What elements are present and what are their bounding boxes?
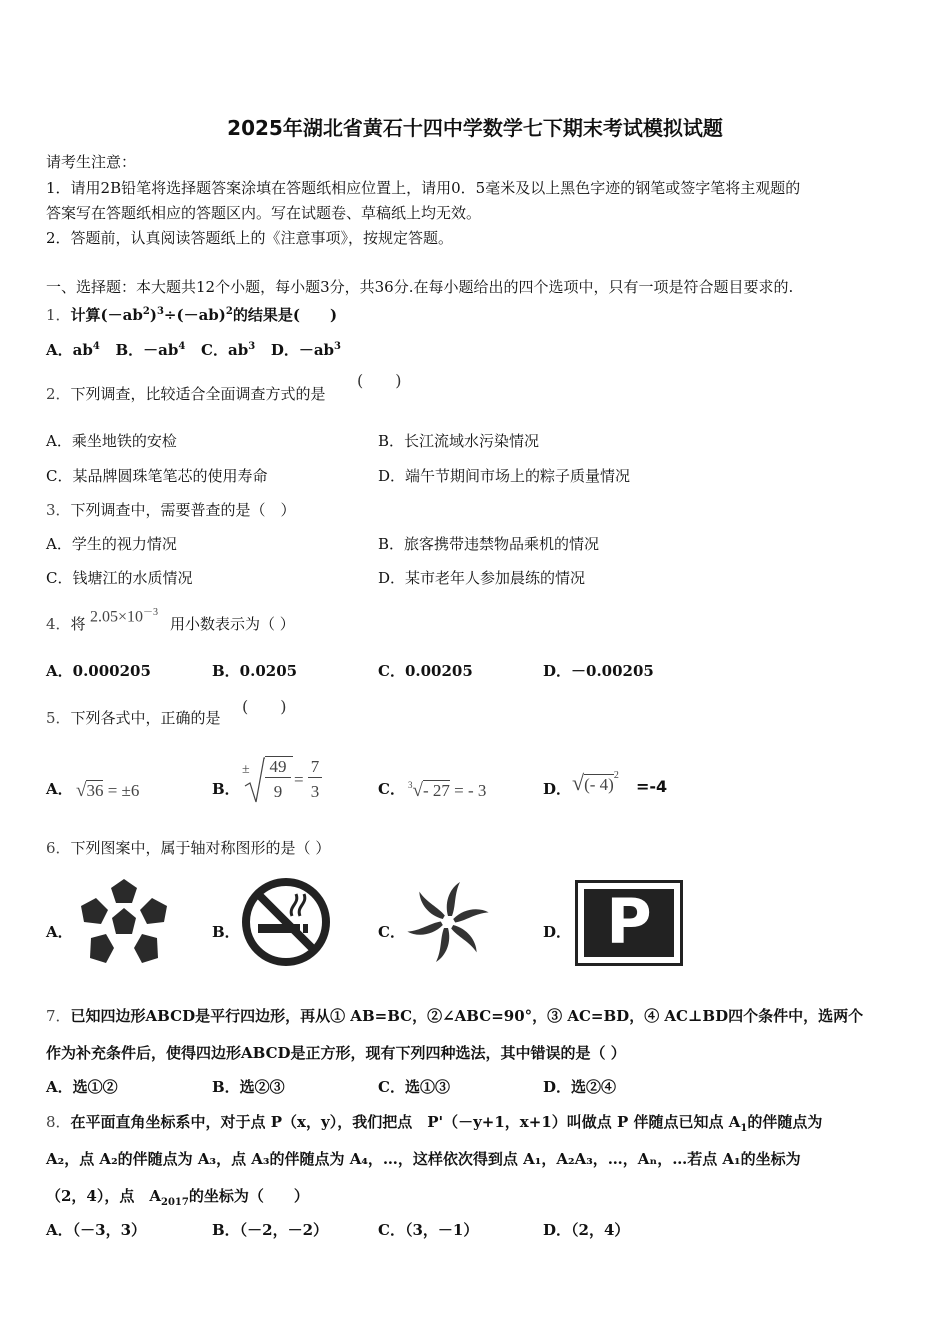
q5-option-c-math: $^3$√- 27 = - 3 <box>408 780 487 801</box>
q8-number: 8． <box>46 1113 71 1131</box>
q1-sup2: 3 <box>156 306 164 317</box>
q5-option-d-label: D． <box>543 780 572 798</box>
q3-stem: 下列调查中，需要普查的是（ ） <box>70 501 296 519</box>
q4-post: 用小数表示为（ ） <box>170 615 295 633</box>
q2-option-d: D．端午节期间市场上的粽子质量情况 <box>378 467 631 485</box>
q5-a-rest: = ±6 <box>103 781 140 800</box>
q4-option-d: D．－0.00205 <box>543 662 654 680</box>
q2-option-a: A．乘坐地铁的安检 <box>46 432 177 450</box>
question-7-line-1 <box>46 1006 863 1026</box>
q1-option-a: A．$ab^4$ <box>46 341 100 359</box>
q5-answer-paren: ( ) <box>242 697 287 716</box>
q1-sup3: 2 <box>225 306 233 317</box>
question-2-stem <box>46 384 326 404</box>
q5-c-index: 3 <box>408 780 413 790</box>
q6-option-a-label: A． <box>46 923 73 941</box>
q4-option-b: B．0.0205 <box>212 662 298 680</box>
q5-b-right-numerator: 7 <box>308 757 322 778</box>
q5-d-rest: =-4 <box>636 777 668 796</box>
q5-d-sup: 2 <box>613 770 619 781</box>
question-8-line-1 <box>46 1112 822 1139</box>
question-4-stem <box>46 614 86 634</box>
notice-item-1b: 答案写在答题纸相应的答题区内。写在试题卷、草稿纸上均无效。 <box>46 204 482 222</box>
q7-line1-text: 已知四边形ABCD是平行四边形，再从① AB=BC，②∠ABC=90°，③ AC=BD，④ AC⊥BD四个条件中，选两个 <box>70 1007 864 1025</box>
q8-option-d: D．（2，4） <box>543 1221 630 1239</box>
q3-option-b: B．旅客携带违禁物品乘机的情况 <box>378 535 600 553</box>
q6-a-pentagon-flower-figure <box>76 878 172 968</box>
q4-option-c: C．0.00205 <box>378 662 473 680</box>
question-3-stem <box>46 500 296 520</box>
notice-item-2: 2．答题前，认真阅读答题纸上的《注意事项》，按规定答题。 <box>46 229 454 247</box>
question-8-line-2: A₂，点 A₂的伴随点为 A₃，点 A₃的伴随点为 A₄，…，这样依次得到点 A₁，A₂A₃，…，Aₙ，…若点 A₁的坐标为 <box>46 1150 801 1168</box>
question-1-options <box>46 337 341 360</box>
q1-number: 1． <box>46 306 71 324</box>
q5-option-a-math: √36 = ±6 <box>76 780 140 801</box>
q6-d-parking-letter: P <box>606 885 652 958</box>
q5-a-radicand: 36 <box>86 781 104 800</box>
q7-number: 7． <box>46 1007 71 1025</box>
q4-expression <box>90 603 158 626</box>
q8-line3-sub: 2017 <box>161 1197 189 1208</box>
q6-d-parking-sign <box>575 880 683 966</box>
q2-option-b: B．长江流域水污染情况 <box>378 432 540 450</box>
notice-item-1a: 1．请用2B铅笔将选择题答案涂填在答题纸相应位置上，请用0．5毫米及以上黑色字迹的钢笔或签字笔将主观题的 <box>46 179 801 197</box>
q4-expr-base: 2.05×10 <box>90 608 144 626</box>
q5-c-radicand: - 27 <box>422 781 450 800</box>
question-5-stem <box>46 708 221 728</box>
q8-line1-sub: 1 <box>740 1123 748 1134</box>
q7-option-b: B．选②③ <box>212 1078 285 1096</box>
q8-line3-b: 的坐标为（ ） <box>188 1187 309 1205</box>
question-8-line-3 <box>46 1186 309 1213</box>
q1-sup1: 2 <box>142 306 150 317</box>
q8-line3-a: （2，4），点 A <box>46 1187 162 1205</box>
q3-option-c: C．钱塘江的水质情况 <box>46 569 193 587</box>
q2-answer-paren: ( ) <box>357 371 402 390</box>
q5-b-radical-sign <box>244 756 266 804</box>
q5-c-rest: = - 3 <box>449 781 487 800</box>
q5-b-numerator: 49 <box>265 757 291 778</box>
question-6-stem <box>46 838 330 858</box>
q7-option-d: D．选②④ <box>543 1078 617 1096</box>
q5-b-vinculum <box>265 756 293 757</box>
page-title: 2025年湖北省黄石十四中学数学七下期末考试模拟试题 <box>227 116 723 140</box>
q5-b-pm: ± <box>242 762 250 777</box>
q8-option-a: A．（－3，3） <box>46 1221 147 1239</box>
q8-line1-end: 的伴随点为 <box>747 1113 823 1131</box>
q2-number: 2． <box>46 385 71 403</box>
q6-c-pinwheel-figure <box>404 878 492 966</box>
q5-option-b-label: B． <box>212 780 240 798</box>
q1-option-c: C．$ab^3$ <box>201 341 256 359</box>
q6-option-d-label: D． <box>543 923 572 941</box>
section-heading: 一、选择题：本大题共12个小题，每小题3分，共36分.在每小题给出的四个选项中，只有一项是符合题目要求的. <box>46 278 794 296</box>
q6-number: 6． <box>46 839 71 857</box>
question-1-stem <box>46 302 337 325</box>
q5-d-radicand: (- 4) <box>584 775 614 794</box>
question-7-line-2: 作为补充条件后，使得四边形ABCD是正方形，现有下列四种选法，其中错误的是（ ） <box>46 1044 626 1062</box>
q5-b-denominator: 9 <box>273 782 283 801</box>
q6-b-no-smoking-icon <box>240 876 332 968</box>
q1-stem-b: ) <box>149 306 157 324</box>
q1-option-b: B．$-ab^4$ <box>115 341 186 359</box>
q3-option-a: A．学生的视力情况 <box>46 535 177 553</box>
q6-stem: 下列图案中，属于轴对称图形的是（ ） <box>70 839 331 857</box>
q1-stem-a: 计算(－ab <box>70 306 143 324</box>
q2-option-c: C．某品牌圆珠笔笔芯的使用寿命 <box>46 467 268 485</box>
q8-option-c: C．（3，－1） <box>378 1221 479 1239</box>
q6-option-c-label: C． <box>378 923 405 941</box>
q5-option-a-label: A． <box>46 780 73 798</box>
q4-number: 4． <box>46 615 71 633</box>
q4-pre: 将 <box>70 615 86 633</box>
q6-option-b-label: B． <box>212 923 240 941</box>
q5-b-equals: = <box>294 770 304 789</box>
notice-heading: 请考生注意： <box>46 153 137 171</box>
q1-option-d: D．$-ab^3$ <box>270 341 342 359</box>
q1-stem-c: ÷(－ab) <box>163 306 226 324</box>
q5-b-right-denominator: 3 <box>310 782 320 801</box>
q7-option-c: C．选①③ <box>378 1078 450 1096</box>
q8-option-b: B．（－2，－2） <box>212 1221 329 1239</box>
q4-option-a: A．0.000205 <box>46 662 151 680</box>
q5-stem: 下列各式中，正确的是 <box>70 709 221 727</box>
q5-option-c-label: C． <box>378 780 405 798</box>
q5-number: 5． <box>46 709 71 727</box>
q4-expr-exp: －3 <box>143 607 159 618</box>
q5-option-d-math: √(- 4)$^2$ <box>572 770 619 795</box>
q3-option-d: D．某市老年人参加晨练的情况 <box>378 569 586 587</box>
q2-stem: 下列调查，比较适合全面调查方式的是 <box>70 385 326 403</box>
q3-number: 3． <box>46 501 71 519</box>
q1-stem-d: 的结果是( ) <box>232 306 338 324</box>
q8-line1-text: 在平面直角坐标系中，对于点 P（x，y），我们把点 P'（－y+1，x+1）叫做点 P 伴随点已知点 A <box>70 1113 741 1131</box>
q7-option-a: A．选①② <box>46 1078 118 1096</box>
